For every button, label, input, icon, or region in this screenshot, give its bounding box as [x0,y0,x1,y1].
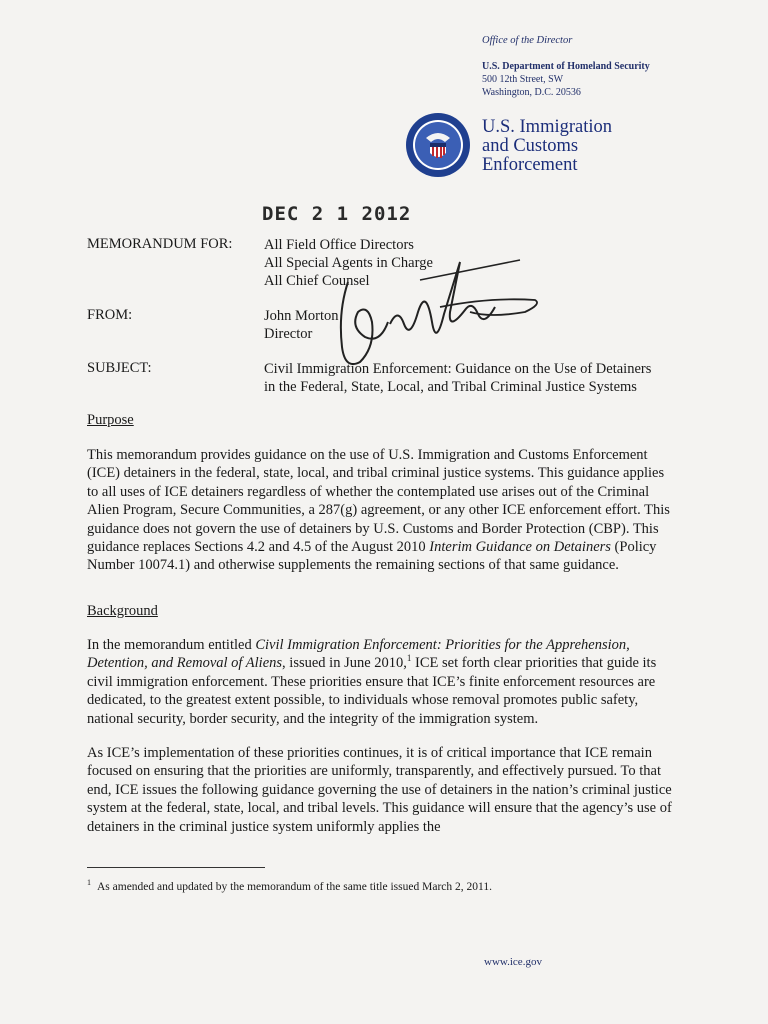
street-address: 500 12th Street, SW [482,74,564,85]
date-stamp: DEC 2 1 2012 [262,203,412,225]
memorandum-for-label: MEMORANDUM FOR: [87,236,233,252]
footnote-ref: 1 [406,653,412,664]
from-title: Director [264,326,313,342]
purpose-heading: Purpose [87,412,134,428]
department-name: U.S. Department of Homeland Security [482,61,650,72]
memorandum-recipients: All Field Office Directors All Special Agents in Charge All Chief Counsel [264,237,433,289]
subject-label: SUBJECT: [87,360,152,376]
footnote-divider [87,867,265,868]
from-label: FROM: [87,307,133,323]
city-address: Washington, D.C. 20536 [482,87,581,98]
subject-text: Civil Immigration Enforcement: Guidance on the Use of Detainers in the Federal, State, Local, and Tribal Criminal Justice Systems [264,361,652,395]
background-heading: Background [87,603,158,619]
agency-name: U.S. Immigration and Customs Enforcement [482,117,613,175]
background-paragraph-1: In the memorandum entitled Civil Immigration Enforcement: Priorities for the Apprehension, Detention, and Removal of Aliens, issued in June 2010,$^1$ ICE set forth clear priorities that guide its civil immigration enforcement. These priorities ensure that ICE’s finite enforcement resources are dedicated, to the greatest extent possible, to individuals whose removal promotes public safety, national security, border security, and the integrity of the immigration system. [87,637,657,727]
website-link[interactable]: www.ice.gov [484,956,542,968]
dhs-seal-icon [405,112,471,178]
footnote: $^1$ As amended and updated by the memorandum of the same title issued March 2, 2011. [87,878,492,893]
purpose-paragraph: This memorandum provides guidance on the use of U.S. Immigration and Customs Enforcement (ICE) detainers in the federal, state, local, and tribal criminal justice systems. This guidance applies to all uses of ICE detainers regardless of whether the contemplated use arises out of the Criminal Alien Program, Secure Communities, a 287(g) agreement, or any other ICE enforcement effort. This guidance does not govern the use of detainers by U.S. Customs and Border Protection (CBP). This guidance replaces Sections 4.2 and 4.5 of the August 2010 Interim Guidance on Detainers (Policy Number 10074.1) and otherwise supplements the remaining sections of that same guidance. [87,447,670,574]
office-of-director: Office of the Director [482,35,573,46]
background-paragraph-2: As ICE’s implementation of these priorities continues, it is of critical importance that ICE remain focused on ensuring that the priorities are uniformly, transparently, and effectively pursued. To that end, ICE issues the following guidance governing the use of detainers in the nation’s criminal justice system at the federal, state, local, and tribal levels. This guidance will ensure that the agency’s use of detainers in the criminal justice system uniformly applies the [87,745,672,835]
dhs-address [482,60,650,99]
from-name: John Morton [264,308,339,324]
